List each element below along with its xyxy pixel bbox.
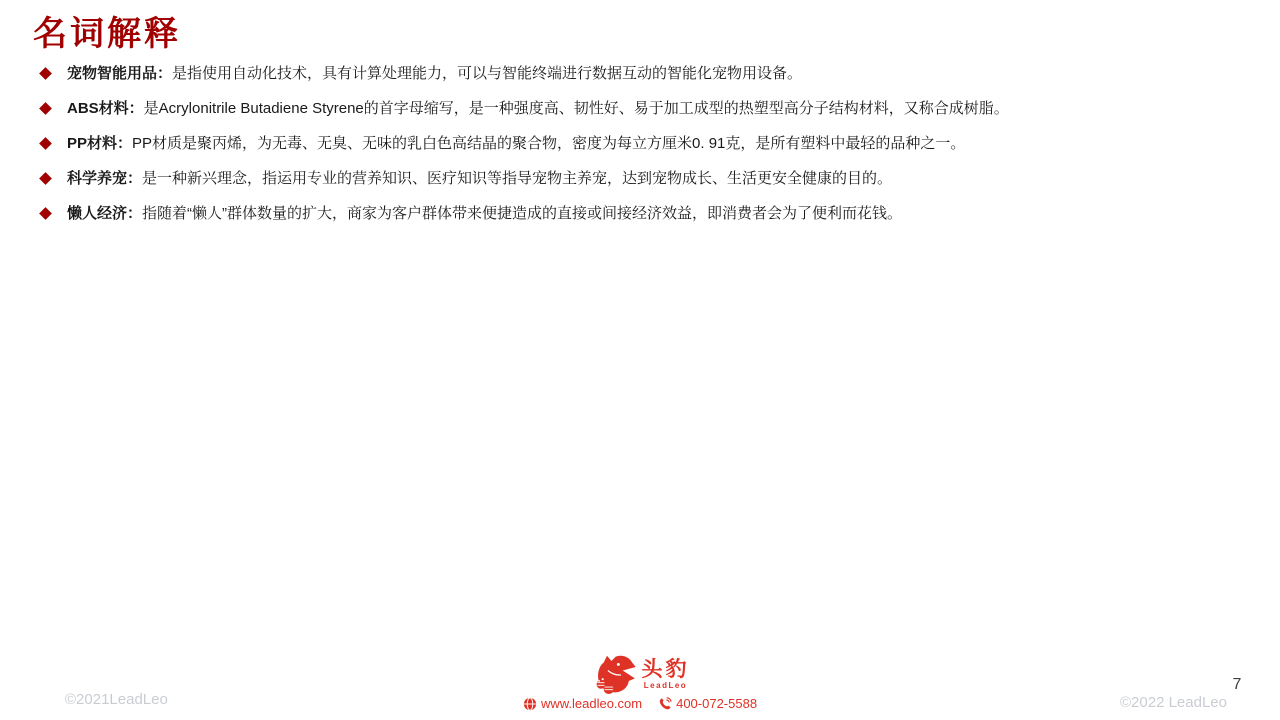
glossary-term: 懒人经济： [67,205,143,222]
page-title: 名词解释 [33,15,181,53]
brand-name-cn: 头豹 [641,657,690,681]
glossary-item [38,99,1048,118]
glossary-item [38,64,1048,83]
glossary-definition: 指随着“懒人”群体数量的扩大，商家为客户群体带来便捷造成的直接或间接经济效益，即消费者会为了便利而花钱。 [142,205,903,222]
glossary-term: 宠物智能用品： [67,65,173,82]
diamond-bullet-icon [39,102,52,115]
glossary-term: ABS材料： [67,100,144,117]
glossary-term: 科学养宠： [67,170,143,187]
copyright-left: ©2021LeadLeo [65,691,168,708]
brand-name-en: LeadLeo [643,680,688,690]
website-link[interactable]: www.leadleo.com [540,696,643,711]
phone-icon [658,697,672,711]
diamond-bullet-icon [39,67,52,80]
glossary-definition: 是一种新兴理念，指运用专业的营养知识、医疗知识等指导宠物主养宠，达到宠物成长、生活更安全健康的目的。 [142,170,893,187]
copyright-right: ©2022 LeadLeo [1120,694,1227,711]
glossary-definition: PP材质是聚丙烯，为无毒、无臭、无味的乳白色高结晶的聚合物，密度为每立方厘米0. 91克，是所有塑料中最轻的品种之一。 [132,135,966,152]
glossary-term: PP材料： [67,135,133,152]
footer-contact [523,696,757,711]
diamond-bullet-icon [39,172,52,185]
diamond-bullet-icon [39,207,52,220]
globe-icon [523,697,537,711]
glossary-definition: 是Acrylonitrile Butadiene Styrene的首字母缩写，是一种强度高、韧性好、易于加工成型的热塑型高分子结构材料，又称合成树脂。 [143,100,1009,117]
phone-number: 400-072-5588 [676,696,758,711]
phone-group [658,696,757,711]
glossary-list [38,64,1048,239]
leadleo-logo [591,654,690,694]
brand-text [642,659,690,690]
diamond-bullet-icon [39,137,52,150]
glossary-item [38,134,1048,153]
page-number: 7 [1232,676,1242,693]
glossary-definition: 是指使用自动化技术，具有计算处理能力，可以与智能终端进行数据互动的智能化宠物用设备。 [172,65,803,82]
glossary-item [38,169,1048,188]
footer-brand [0,654,1280,711]
glossary-item [38,204,1048,223]
leopard-head-icon [591,654,637,694]
